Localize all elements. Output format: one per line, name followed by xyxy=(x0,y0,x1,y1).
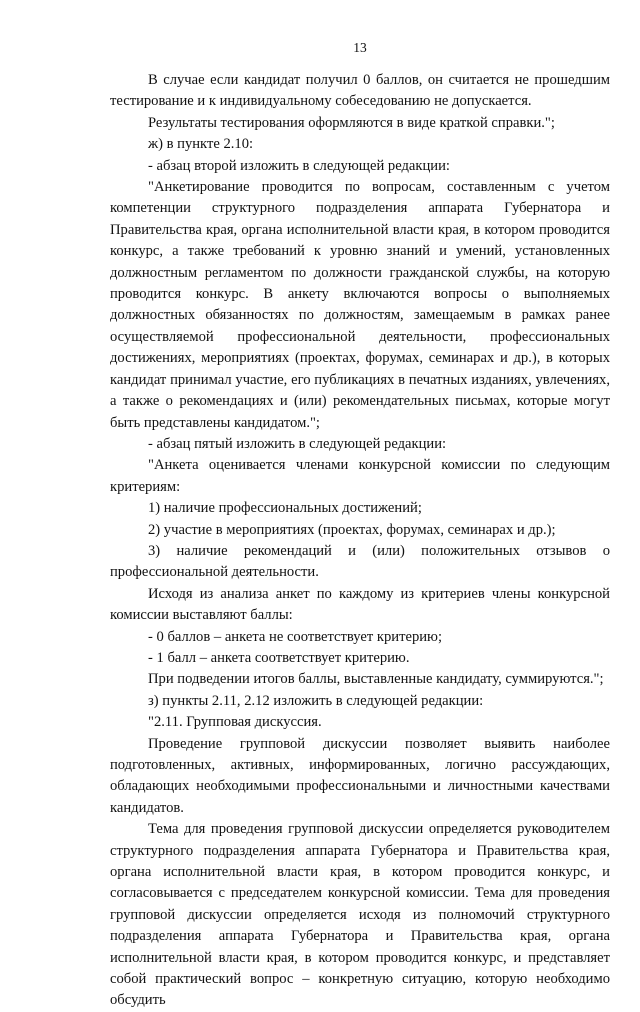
paragraph: з) пункты 2.11, 2.12 изложить в следующей редакции: xyxy=(148,692,484,709)
paragraph: "2.11. Групповая дискуссия. xyxy=(148,714,322,731)
paragraph: - абзац пятый изложить в следующей редакции: xyxy=(148,435,447,452)
paragraph: Тема для проведения групповой дискуссии определяется руководителем структурного подразделения аппарата Губернатора и Правительства края, органа исполнительной власти края, в котором проводится конкурс, и согласовывается с председателем конкурсной комиссии. Тема для проведения групповой дискуссии определяется исходя из полномочий структурного подразделения аппарата Губернатора и Правительства края, органа исполнительной власти края, в котором проводится конкурс, и представляет собой практический вопрос – конкретную ситуацию, которую необходимо обсудить xyxy=(110,821,610,1009)
paragraph: 1) наличие профессиональных достижений; xyxy=(148,500,422,517)
document-body xyxy=(110,70,610,1012)
paragraph: "Анкетирование проводится по вопросам, составленным с учетом компетенции структурного подразделения аппарата Губернатора и Правительства края, органа исполнительной власти края, в котором проводится конкурс, а также требований к уровню знаний и умений, установленных должностным регламентом по должности гражданской службы, на которую проводится конкурс. В анкету включаются вопросы о выполняемых должностных обязанностях по должностям, замещаемым в рамках ранее осуществляемой профессиональной деятельности, профессиональных достижениях, мероприятиях (проектах, форумах, семинарах и др.), в которых кандидат принимал участие, его публикациях в печатных изданиях, увлечениях, а также о рекомендациях и (или) рекомендательных письмах, которые могут быть представлены кандидатом."; xyxy=(110,179,610,431)
paragraph: При подведении итогов баллы, выставленные кандидату, суммируются."; xyxy=(148,671,604,688)
paragraph: - 0 баллов – анкета не соответствует критерию; xyxy=(148,628,443,645)
paragraph: Проведение групповой дискуссии позволяет выявить наиболее подготовленных, активных, информированных, логично рассуждающих, обладающих необходимыми профессиональными и личностными качествами кандидатов. xyxy=(110,735,610,816)
paragraph: 2) участие в мероприятиях (проектах, форумах, семинарах и др.); xyxy=(148,521,556,538)
paragraph: Результаты тестирования оформляются в виде краткой справки."; xyxy=(148,114,555,131)
paragraph: Исходя из анализа анкет по каждому из критериев члены конкурсной комиссии выставляют баллы: xyxy=(110,585,610,624)
paragraph: В случае если кандидат получил 0 баллов, он считается не прошедшим тестирование и к индивидуальному собеседованию не допускается. xyxy=(110,72,610,110)
page-number: 13 xyxy=(353,40,367,55)
paragraph: 3) наличие рекомендаций и (или) положительных отзывов о профессиональной деятельности. xyxy=(110,542,610,581)
paragraph: - 1 балл – анкета соответствует критерию. xyxy=(148,649,410,666)
paragraph: "Анкета оценивается членами конкурсной комиссии по следующим критериям: xyxy=(110,457,610,495)
paragraph: - абзац второй изложить в следующей редакции: xyxy=(148,157,450,174)
paragraph: ж) в пункте 2.10: xyxy=(148,136,254,153)
